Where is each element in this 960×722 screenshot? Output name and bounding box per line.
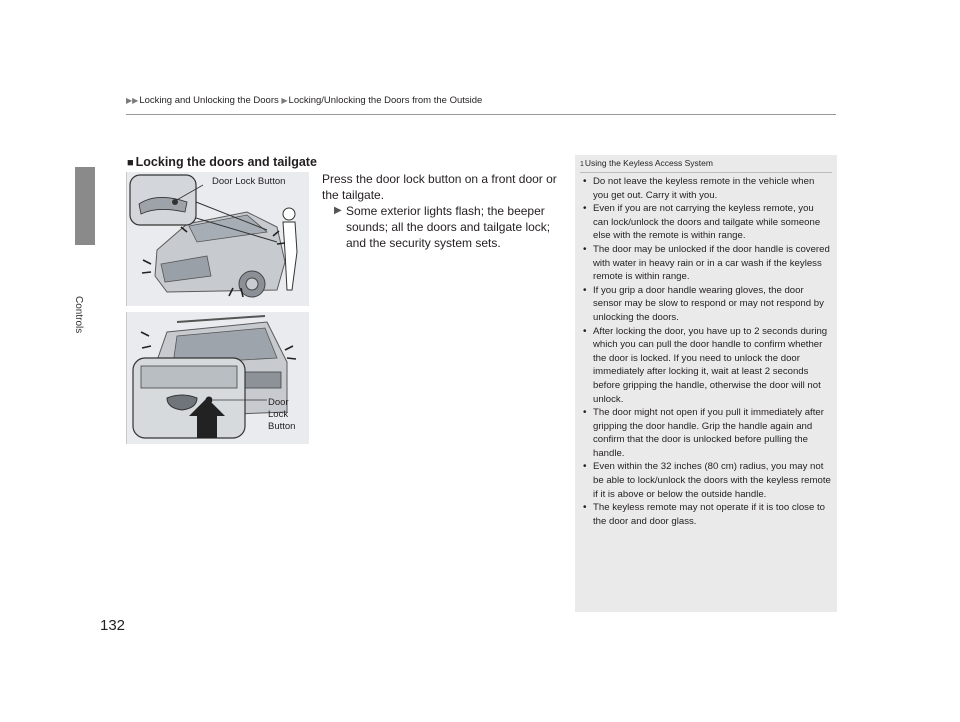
breadcrumb-item-2[interactable]: Locking/Unlocking the Doors from the Outside <box>288 95 483 106</box>
callout-line: Lock <box>268 409 289 420</box>
section-title-text: Locking the doors and tailgate <box>135 155 317 169</box>
callout-line: Button <box>268 421 296 432</box>
door-lock-button-callout: Door Lock Button <box>212 176 286 187</box>
note-title-text: Using the Keyless Access System <box>584 158 713 168</box>
list-item: • After locking the door, you have up to 2 seconds during which you can pull the door handle to confirm whether the door is locked. If you need to unlock the door immediately after locking it, wait at least 2 seconds before gripping the handle, otherwise the door will not unlock. <box>583 325 831 407</box>
breadcrumb-arrow-icon: ▶▶ <box>126 96 139 105</box>
note-divider <box>580 172 832 173</box>
section-title <box>127 155 317 169</box>
breadcrumb <box>126 95 482 106</box>
list-item: • The door might not open if you pull it immediately after gripping the door handle. Grip the handle again and confirm that the door is unlocked before pulling the handle. <box>583 406 831 460</box>
chapter-tab <box>75 167 95 245</box>
callout-line: Door <box>268 397 289 408</box>
list-item: • Even if you are not carrying the keyless remote, you can lock/unlock the doors and tailgate while someone else with the remote is within range. <box>583 202 831 243</box>
front-door-illustration <box>126 172 309 306</box>
header-divider <box>126 114 836 115</box>
breadcrumb-item-1[interactable]: Locking and Unlocking the Doors <box>139 95 279 106</box>
list-item: • The door may be unlocked if the door handle is covered with water in heavy rain or in a car wash if the keyless remote is within range. <box>583 243 831 284</box>
result-arrow-icon: ▶ <box>334 205 342 216</box>
door-lock-button-callout-bottom <box>268 397 295 433</box>
list-item: • Do not leave the keyless remote in the vehicle when you get out. Carry it with you. <box>583 175 831 202</box>
breadcrumb-arrow-icon: ▶ <box>281 96 288 105</box>
result-text-content: Some exterior lights flash; the beeper sounds; all the doors and tailgate lock; and the security system sets. <box>346 204 551 250</box>
note-list <box>583 175 831 528</box>
chapter-tab-label: Controls <box>73 296 84 334</box>
note-box <box>575 155 837 612</box>
page-number: 132 <box>100 617 126 634</box>
note-marker: 1 <box>580 161 584 168</box>
section-marker-icon: ■ <box>127 157 134 169</box>
result-text <box>334 203 566 251</box>
list-item: • The keyless remote may not operate if it is too close to the door and door glass. <box>583 501 831 528</box>
instruction-text: Press the door lock button on a front door or the tailgate. <box>322 172 557 202</box>
list-item: • If you grip a door handle wearing gloves, the door sensor may be slow to respond or may not respond by unlocking the doors. <box>583 284 831 325</box>
list-item: • Even within the 32 inches (80 cm) radius, you may not be able to lock/unlock the doors with the keyless remote if it is above or below the outside handle. <box>583 460 831 501</box>
note-title <box>580 158 713 168</box>
vehicle-front-icon <box>127 172 309 306</box>
